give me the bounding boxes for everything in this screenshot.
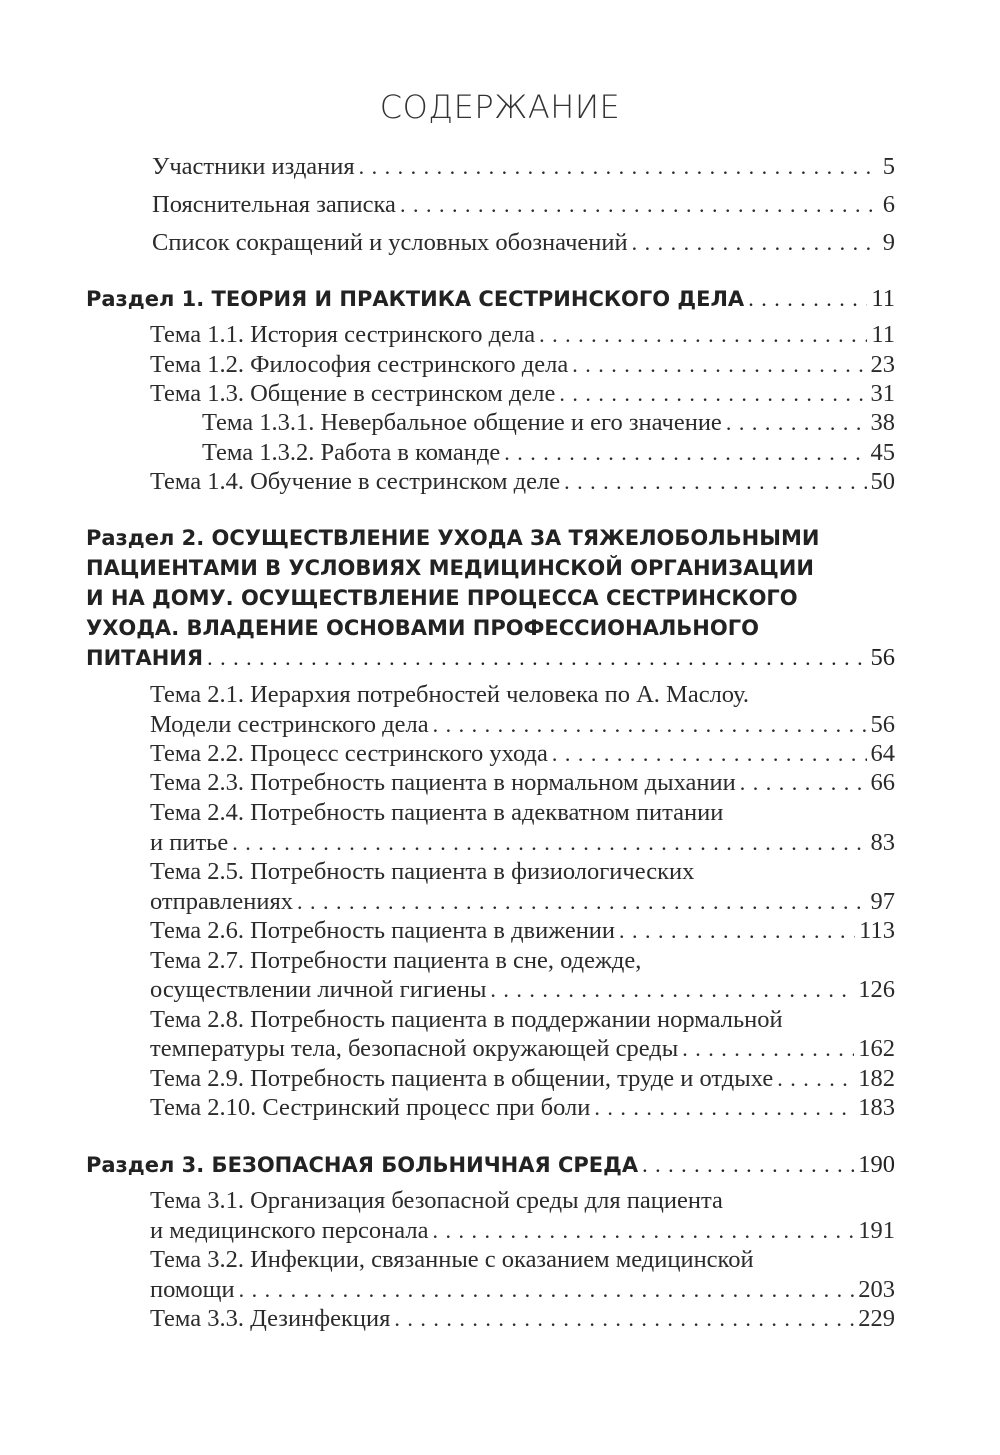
toc-entry-topic-2-3[interactable] bbox=[150, 768, 895, 798]
toc-entry-label: Модели сестринского дела bbox=[150, 711, 429, 738]
dot-leader bbox=[642, 1150, 854, 1180]
toc-entry-label: Тема 1.3.2. Работа в команде bbox=[202, 439, 501, 466]
section-1-heading[interactable] bbox=[86, 284, 895, 314]
toc-entry-label: Тема 1.3.1. Невербальное общение и его значение bbox=[202, 409, 722, 436]
dot-leader bbox=[504, 438, 866, 468]
dot-leader bbox=[682, 1034, 854, 1064]
toc-entry-topic-2-2[interactable] bbox=[150, 739, 895, 769]
toc-entry-topic-3-1[interactable] bbox=[150, 1216, 895, 1246]
toc-entry-label: осуществлении личной гигиены bbox=[150, 976, 487, 1003]
toc-entry-page: 97 bbox=[870, 888, 895, 915]
toc-entry-topic-2-6[interactable] bbox=[150, 916, 895, 946]
toc-entry-page: 126 bbox=[858, 976, 895, 1003]
toc-entry-explanatory-note[interactable] bbox=[152, 190, 895, 220]
section-2-heading-line[interactable]: И НА ДОМУ. ОСУЩЕСТВЛЕНИЕ ПРОЦЕССА СЕСТРИНСКОГО bbox=[86, 586, 798, 610]
dot-leader bbox=[232, 828, 866, 858]
section-page: 56 bbox=[870, 644, 895, 671]
section-3-heading[interactable] bbox=[86, 1150, 895, 1180]
toc-entry-topic-2-9[interactable] bbox=[150, 1064, 895, 1094]
toc-entry-label: Тема 2.6. Потребность пациента в движении bbox=[150, 917, 616, 944]
dot-leader bbox=[594, 1093, 854, 1123]
dot-leader bbox=[207, 643, 866, 673]
toc-entry-page: 64 bbox=[870, 740, 895, 767]
toc-entry-page: 229 bbox=[858, 1305, 895, 1332]
toc-entry-first-line[interactable]: Тема 3.1. Организация безопасной среды для пациента bbox=[150, 1187, 723, 1214]
section-title: Раздел 3. БЕЗОПАСНАЯ БОЛЬНИЧНАЯ СРЕДА bbox=[86, 1153, 639, 1177]
toc-entry-label: Тема 2.10. Сестринский процесс при боли bbox=[150, 1094, 591, 1121]
toc-entry-label: Участники издания bbox=[152, 153, 355, 180]
dot-leader bbox=[619, 916, 855, 946]
section-page: 190 bbox=[858, 1151, 895, 1178]
toc-entry-label: температуры тела, безопасной окружающей среды bbox=[150, 1035, 679, 1062]
toc-entry-label: Тема 1.4. Обучение в сестринском деле bbox=[150, 468, 561, 495]
toc-entry-topic-1-3[interactable] bbox=[150, 379, 895, 409]
toc-entry-topic-3-3[interactable] bbox=[150, 1304, 895, 1334]
toc-entry-page: 183 bbox=[858, 1094, 895, 1121]
dot-leader bbox=[726, 408, 867, 438]
toc-entry-page: 162 bbox=[858, 1035, 895, 1062]
toc-entry-label: Тема 1.2. Философия сестринского дела bbox=[150, 351, 569, 378]
toc-entry-participants[interactable] bbox=[152, 152, 895, 182]
toc-entry-page: 23 bbox=[870, 351, 895, 378]
section-2-heading-line[interactable]: Раздел 2. ОСУЩЕСТВЛЕНИЕ УХОДА ЗА ТЯЖЕЛОБОЛЬНЫМИ bbox=[86, 526, 820, 550]
toc-entry-page: 6 bbox=[882, 191, 895, 218]
section-2-heading-line[interactable]: ПАЦИЕНТАМИ В УСЛОВИЯХ МЕДИЦИНСКОЙ ОРГАНИЗАЦИИ bbox=[86, 556, 814, 580]
toc-entry-first-line[interactable]: Тема 2.4. Потребность пациента в адекватном питании bbox=[150, 799, 724, 826]
section-page: 11 bbox=[871, 285, 895, 312]
toc-entry-first-line[interactable]: Тема 2.7. Потребности пациента в сне, одежде, bbox=[150, 947, 642, 974]
dot-leader bbox=[297, 887, 867, 917]
toc-entry-page: 83 bbox=[870, 829, 895, 856]
dot-leader bbox=[239, 1275, 855, 1305]
page-title: СОДЕРЖАНИЕ bbox=[379, 88, 621, 126]
dot-leader bbox=[400, 190, 879, 220]
dot-leader bbox=[432, 1216, 854, 1246]
toc-entry-page: 9 bbox=[882, 229, 895, 256]
toc-entry-label: и медицинского персонала bbox=[150, 1217, 429, 1244]
toc-entry-first-line[interactable]: Тема 2.8. Потребность пациента в поддержании нормальной bbox=[150, 1006, 783, 1033]
toc-entry-topic-1-3-2[interactable] bbox=[202, 438, 895, 468]
toc-entry-page: 45 bbox=[870, 439, 895, 466]
dot-leader bbox=[740, 768, 867, 798]
toc-entry-first-line[interactable]: Тема 2.5. Потребность пациента в физиологических bbox=[150, 858, 695, 885]
dot-leader bbox=[490, 975, 854, 1005]
toc-entry-topic-3-2[interactable] bbox=[150, 1275, 895, 1305]
toc-entry-page: 5 bbox=[882, 153, 895, 180]
toc-entry-page: 191 bbox=[858, 1217, 895, 1244]
toc-entry-label: Список сокращений и условных обозначений bbox=[152, 229, 628, 256]
toc-entry-label: и питье bbox=[150, 829, 229, 856]
toc-entry-topic-1-1[interactable] bbox=[150, 320, 895, 350]
toc-entry-topic-1-4[interactable] bbox=[150, 467, 895, 497]
toc-entry-page: 38 bbox=[870, 409, 895, 436]
toc-entry-label: отправлениях bbox=[150, 888, 293, 915]
toc-entry-topic-2-4[interactable] bbox=[150, 828, 895, 858]
toc-entry-label: Тема 1.1. История сестринского дела bbox=[150, 321, 536, 348]
toc-entry-topic-1-2[interactable] bbox=[150, 350, 895, 380]
toc-entry-page: 31 bbox=[870, 380, 895, 407]
toc-entry-label: Тема 1.3. Общение в сестринском деле bbox=[150, 380, 556, 407]
toc-entry-label: Тема 2.9. Потребность пациента в общении, труде и отдыхе bbox=[150, 1065, 774, 1092]
dot-leader bbox=[564, 467, 866, 497]
dot-leader bbox=[632, 228, 879, 258]
dot-leader bbox=[559, 379, 866, 409]
toc-entry-page: 203 bbox=[858, 1276, 895, 1303]
toc-entry-page: 113 bbox=[859, 917, 895, 944]
toc-entry-topic-2-5[interactable] bbox=[150, 887, 895, 917]
section-title: Раздел 1. ТЕОРИЯ И ПРАКТИКА СЕСТРИНСКОГО ДЕЛА bbox=[86, 287, 745, 311]
dot-leader bbox=[552, 739, 867, 769]
section-title: ПИТАНИЯ bbox=[86, 646, 204, 670]
dot-leader bbox=[777, 1064, 854, 1094]
toc-entry-page: 50 bbox=[870, 468, 895, 495]
toc-entry-topic-2-7[interactable] bbox=[150, 975, 895, 1005]
toc-entry-label: Тема 3.3. Дезинфекция bbox=[150, 1305, 391, 1332]
toc-entry-topic-1-3-1[interactable] bbox=[202, 408, 895, 438]
dot-leader bbox=[359, 152, 879, 182]
section-2-heading[interactable] bbox=[86, 643, 895, 673]
dot-leader bbox=[748, 284, 867, 314]
toc-entry-label: помощи bbox=[150, 1276, 235, 1303]
dot-leader bbox=[433, 710, 867, 740]
section-2-heading-line[interactable]: УХОДА. ВЛАДЕНИЕ ОСНОВАМИ ПРОФЕССИОНАЛЬНОГО bbox=[86, 616, 759, 640]
dot-leader bbox=[539, 320, 867, 350]
toc-entry-page: 182 bbox=[858, 1065, 895, 1092]
toc-entry-label: Пояснительная записка bbox=[152, 191, 396, 218]
dot-leader bbox=[394, 1304, 854, 1334]
toc-entry-first-line[interactable]: Тема 3.2. Инфекции, связанные с оказанием медицинской bbox=[150, 1246, 754, 1273]
toc-entry-topic-2-8[interactable] bbox=[150, 1034, 895, 1064]
toc-entry-topic-2-10[interactable] bbox=[150, 1093, 895, 1123]
toc-entry-abbreviations[interactable] bbox=[152, 228, 895, 258]
toc-entry-label: Тема 2.3. Потребность пациента в нормальном дыхании bbox=[150, 769, 736, 796]
dot-leader bbox=[572, 350, 866, 380]
toc-entry-first-line[interactable]: Тема 2.1. Иерархия потребностей человека по А. Маслоу. bbox=[150, 681, 750, 708]
toc-entry-page: 56 bbox=[870, 711, 895, 738]
toc-entry-label: Тема 2.2. Процесс сестринского ухода bbox=[150, 740, 548, 767]
toc-entry-page: 66 bbox=[870, 769, 895, 796]
toc-entry-page: 11 bbox=[871, 321, 895, 348]
toc-entry-topic-2-1[interactable] bbox=[150, 710, 895, 740]
